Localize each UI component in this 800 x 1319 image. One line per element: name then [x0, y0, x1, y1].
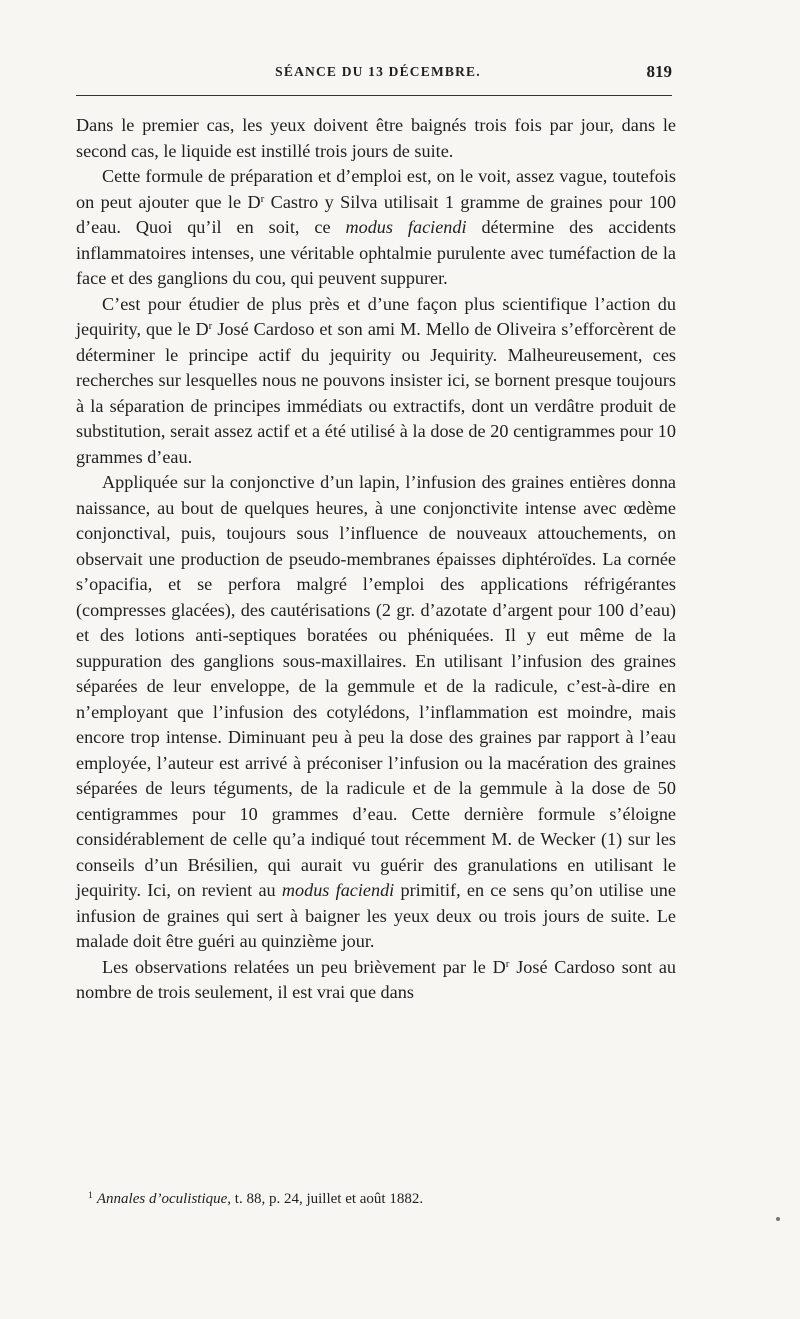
paragraph-3-text-a: C’est pour étudier de plus près et d’une façon plus scientifique l’action du jequirity, que le D [76, 293, 676, 339]
paragraph-4-italic: modus faciendi [281, 880, 395, 900]
paragraph-5-superscript: r [505, 957, 510, 970]
paragraph-1 [76, 113, 676, 164]
paragraph-3 [76, 292, 676, 471]
paragraph-1-text: Dans le premier cas, les yeux doivent être baignés trois fois par jour, dans le second cas, le liquide est instillé trois jours de suite. [76, 115, 676, 161]
footnote-mark: 1 [88, 1190, 93, 1201]
paragraph-5 [76, 955, 676, 1006]
footnote [88, 1186, 648, 1209]
paragraph-2-italic: modus faciendi [345, 217, 467, 237]
paragraph-2-text-b: Castro y Silva utilisait 1 gramme de graines pour 100 d’eau. Quoi qu’il en soit, ce [76, 191, 676, 237]
footnote-source: Annales d’oculistique [96, 1190, 228, 1207]
paragraph-4-text-a: Appliquée sur la conjonctive d’un lapin, l’infusion des graines entières donna naissance, au bout de quelques heures, à une conjonctivite intense avec œdème conjonctival, puis, toujours sous l’influence de nouveaux attouchements, on observait une production de pseudo-membranes épaisses diphtéroïdes. La cornée s’opacifia, et se perfora malgré l’emploi des applications réfrigérantes (compresses glacées), des cautérisations (2 gr. d’azotate d’argent pour 100 d’eau) et des lotions anti-septiques boratées ou phéniquées. Il y eut même de la suppuration des ganglions sous-maxillaires. En utilisant l’infusion des graines séparées de leur enveloppe, de la gemmule et de la radicule, c’est-à-dire en n’employant que l’infusion des cotylédons, l’inflammation est moindre, mais encore trop intense. Diminuant peu à peu la dose des graines par rapport à l’eau employée, l’auteur est arrivé à préconiser l’infusion ou la macération des graines séparées de leurs téguments, de la radicule et de la gemmule à la dose de 50 centigrammes pour 10 grammes d’eau. Cette dernière formule s’éloigne considérablement de celle qu’a indiqué tout récemment M. de Wecker (1) sur les conseils d’un Brésilien, qui aurait vu guérir des granulations en utilisant le jequirity. Ici, on revient au [76, 472, 676, 900]
paragraph-4-text-b: primitif, en ce sens qu’on utilise une infusion de graines qui sert à baigner les yeux deux ou trois jours de suite. Le malade doit être guéri au quinzième jour. [76, 880, 676, 951]
header-rule [76, 95, 672, 96]
paragraph-4 [76, 470, 676, 955]
paragraph-5-text-b: José Cardoso sont au nombre de trois seulement, il est vrai que dans [76, 956, 676, 1002]
paragraph-2-superscript: r [260, 192, 265, 205]
page-header [76, 60, 680, 90]
scan-speck [776, 1217, 780, 1221]
paragraph-3-superscript: r [208, 320, 213, 332]
paragraph-2-text-a: Cette formule de préparation et d’emploi est, on le voit, assez vague, toutefois on peut ajouter que le D [76, 166, 676, 212]
paragraph-2 [76, 164, 676, 292]
body-text [76, 113, 676, 1006]
paragraph-3-text-b: José Cardoso et son ami M. Mello de Oliveira s’efforcèrent de déterminer le principe actif du jequirity ou Jequirity. Malheureusement, ces recherches sur lesquelles nous ne pouvons insister ici, se bornent presque toujours à la séparation de principes immédiats ou extractifs, dont un verdâtre produit de substitution, serait assez actif et a été utilisé à la dose de 20 centigrammes pour 10 grammes d’eau. [76, 319, 676, 467]
paragraph-2-text-c: détermine des accidents inflammatoires intenses, une véritable ophtalmie purulente avec tuméfaction de la face et des ganglions du cou, qui peuvent suppurer. [76, 217, 676, 288]
page-number: 819 [646, 62, 672, 81]
running-head: SÉANCE DU 13 DÉCEMBRE. [275, 64, 481, 79]
footnote-text: , t. 88, p. 24, juillet et août 1882. [227, 1190, 424, 1207]
paragraph-5-text-a: Les observations relatées un peu brièvement par le D [102, 956, 506, 977]
